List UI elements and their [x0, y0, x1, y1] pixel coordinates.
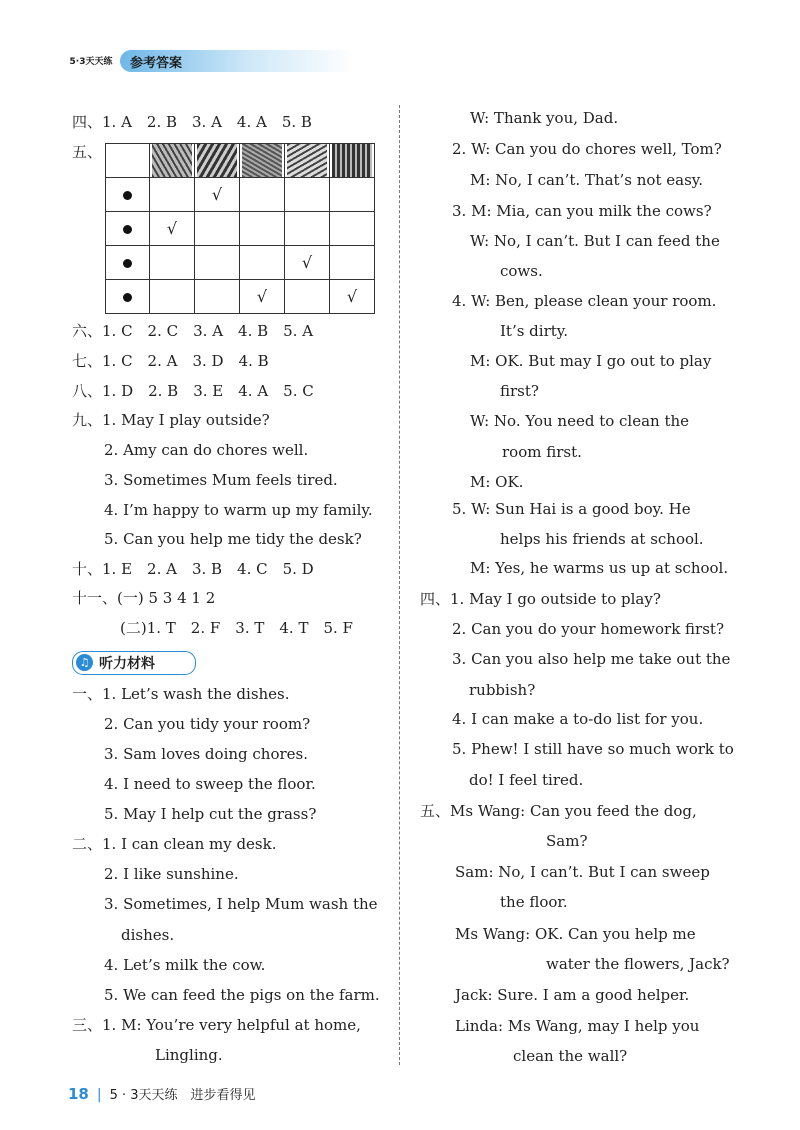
picture-family-icon [332, 144, 372, 177]
row-bullet-icon [123, 293, 132, 302]
dialogue-line-continued: room first. [502, 443, 582, 461]
answer-section-9-item: 九、1. May I play outside? [72, 411, 270, 429]
brand-logo: 5·3天天练 [69, 57, 113, 67]
dialogue-line-continued: cows. [500, 262, 543, 280]
listening-2-item: 3. Sometimes, I help Mum wash the [104, 895, 378, 913]
listening-2-item-continued: dishes. [121, 926, 175, 944]
listening-5-dialogue-continued: Sam? [546, 832, 588, 850]
dialogue-line-continued: It’s dirty. [500, 322, 569, 340]
listening-5-dialogue-continued: water the flowers, Jack? [546, 955, 730, 973]
dialogue-line: 4. W: Ben, please clean your room. [452, 292, 717, 310]
row-bullet-icon [123, 225, 132, 234]
listening-4-item-continued: rubbish? [469, 681, 536, 699]
listening-5-dialogue: Linda: Ms Wang, may I help you [455, 1017, 700, 1035]
listening-2-item: 5. We can feed the pigs on the farm. [104, 986, 380, 1004]
dialogue-line: W: No, I can’t. But I can feed the [470, 232, 720, 250]
answer-section-8: 八、1. D 2. B 3. E 4. A 5. C [72, 382, 314, 400]
dialogue-line: 5. W: Sun Hai is a good boy. He [452, 500, 691, 518]
listening-3-item-continued: Lingling. [155, 1046, 223, 1064]
listening-4-item-continued: do! I feel tired. [469, 771, 584, 789]
headphones-icon: ♫ [76, 654, 93, 671]
table-cell: √ [301, 253, 313, 272]
answer-section-5-label: 五、 [72, 143, 103, 161]
listening-1-item: 5. May I help cut the grass? [104, 805, 317, 823]
picture-sweeping-icon [287, 144, 327, 177]
answer-key-tag [120, 50, 355, 72]
answer-section-4: 四、1. A 2. B 3. A 4. A 5. B [72, 113, 312, 131]
listening-2-item: 2. I like sunshine. [104, 865, 239, 883]
dialogue-line: M: OK. [470, 473, 524, 491]
answer-section-11-part2: (二)1. T 2. F 3. T 4. T 5. F [120, 619, 353, 637]
picture-farm-icon [197, 144, 237, 177]
table-row [106, 212, 375, 246]
table-corner [106, 144, 150, 178]
answer-table [105, 143, 375, 314]
answer-section-6: 六、1. C 2. C 3. A 4. B 5. A [72, 322, 314, 340]
listening-5-dialogue-continued: the floor. [500, 893, 568, 911]
listening-4-item: 2. Can you do your homework first? [452, 620, 724, 638]
dialogue-line: W: No. You need to clean the [470, 412, 690, 430]
table-cell: √ [346, 287, 358, 306]
answer-section-11-part1: 十一、(一) 5 3 4 1 2 [72, 589, 216, 607]
answer-section-9-item: 3. Sometimes Mum feels tired. [104, 471, 338, 489]
table-row [106, 178, 375, 212]
listening-4-item: 3. Can you also help me take out the [452, 650, 731, 668]
dialogue-line: M: Yes, he warms us up at school. [470, 559, 729, 577]
answer-section-7: 七、1. C 2. A 3. D 4. B [72, 352, 269, 370]
dialogue-line: 3. M: Mia, can you milk the cows? [452, 202, 712, 220]
listening-5-dialogue: Sam: No, I can’t. But I can sweep [455, 863, 710, 881]
listening-2-item: 二、1. I can clean my desk. [72, 835, 277, 853]
column-divider [399, 105, 400, 1065]
listening-2-item: 4. Let’s milk the cow. [104, 956, 266, 974]
table-cell: √ [256, 287, 268, 306]
row-bullet-icon [123, 191, 132, 200]
dialogue-line: 2. W: Can you do chores well, Tom? [452, 140, 722, 158]
dialogue-line: M: No, I can’t. That’s not easy. [470, 171, 704, 189]
listening-material-tag [72, 651, 196, 675]
listening-material-title: 听力材料 [99, 656, 155, 672]
dialogue-line: W: Thank you, Dad. [470, 109, 619, 127]
listening-1-item: 4. I need to sweep the floor. [104, 775, 316, 793]
listening-1-item: 一、1. Let’s wash the dishes. [72, 685, 290, 703]
listening-4-item: 四、1. May I go outside to play? [420, 590, 661, 608]
picture-garden-icon [242, 144, 282, 177]
page-number: 18 [68, 1085, 89, 1103]
answer-key-label: 参考答案 [130, 56, 183, 71]
listening-5-dialogue: 五、Ms Wang: Can you feed the dog, [420, 802, 697, 820]
picture-washing-icon [152, 144, 192, 177]
footer-separator: | [96, 1087, 102, 1103]
table-row [106, 280, 375, 314]
listening-1-item: 3. Sam loves doing chores. [104, 745, 309, 763]
series-title: 5 · 3天天练 进步看得见 [109, 1088, 256, 1103]
listening-5-dialogue-continued: clean the wall? [513, 1047, 628, 1065]
answer-section-9-item: 4. I’m happy to warm up my family. [104, 501, 373, 519]
listening-5-dialogue: Ms Wang: OK. Can you help me [455, 925, 696, 943]
listening-4-item: 4. I can make a to-do list for you. [452, 710, 704, 728]
table-row [106, 246, 375, 280]
row-bullet-icon [123, 259, 132, 268]
dialogue-line-continued: helps his friends at school. [500, 530, 704, 548]
page-footer [68, 1084, 256, 1103]
answer-section-10: 十、1. E 2. A 3. B 4. C 5. D [72, 560, 314, 578]
table-header-row [106, 144, 375, 178]
dialogue-line: M: OK. But may I go out to play [470, 352, 712, 370]
answer-section-9-item: 5. Can you help me tidy the desk? [104, 530, 362, 548]
listening-3-item: 三、1. M: You’re very helpful at home, [72, 1016, 361, 1034]
dialogue-line-continued: first? [500, 382, 539, 400]
table-cell: √ [166, 219, 178, 238]
table-cell: √ [211, 185, 223, 204]
listening-1-item: 2. Can you tidy your room? [104, 715, 311, 733]
page-header [68, 40, 368, 80]
listening-5-dialogue: Jack: Sure. I am a good helper. [455, 986, 690, 1004]
answer-section-9-item: 2. Amy can do chores well. [104, 441, 309, 459]
listening-4-item: 5. Phew! I still have so much work to [452, 740, 734, 758]
